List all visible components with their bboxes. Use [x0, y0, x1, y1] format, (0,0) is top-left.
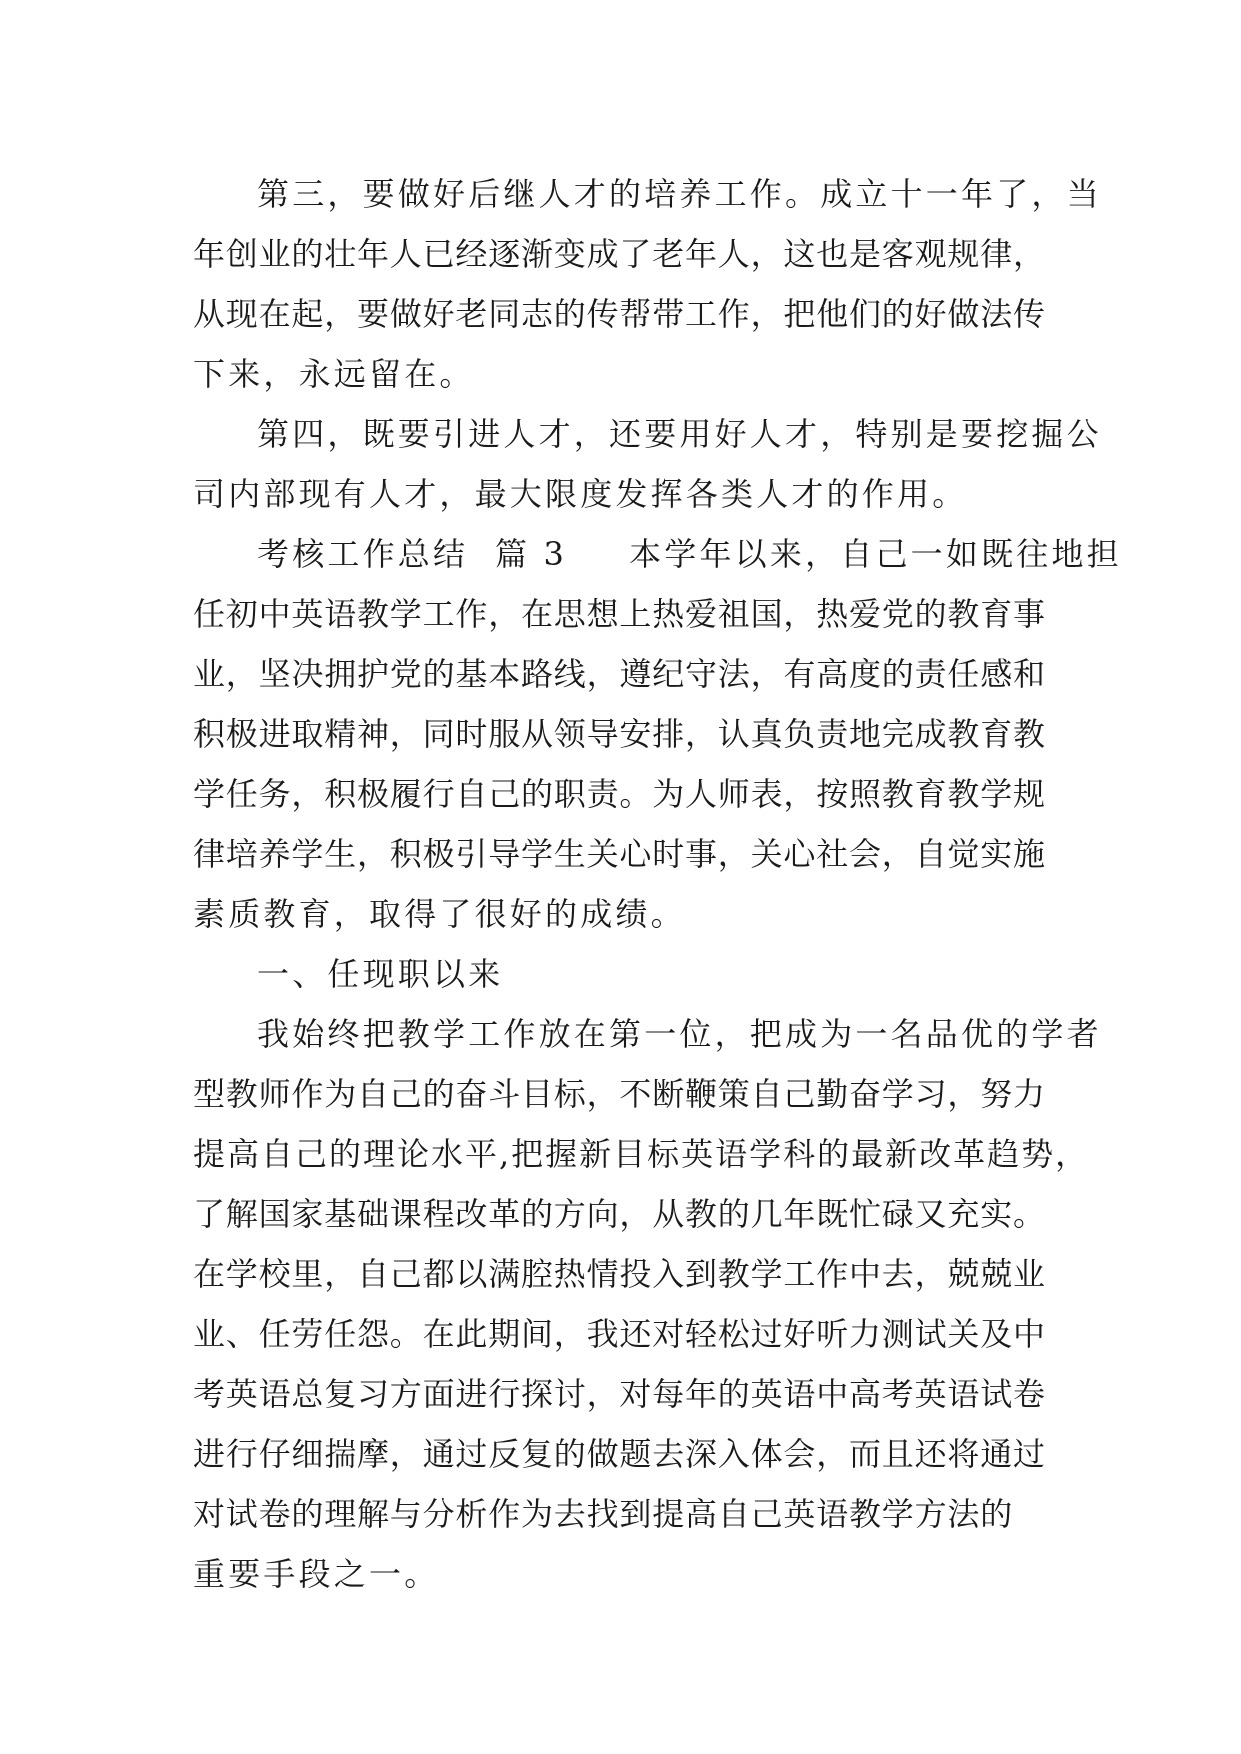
paragraph-talent-use — [193, 404, 1102, 524]
text-line: 业，坚决拥护党的基本路线，遵纪守法，有高度的责任感和 — [193, 655, 1046, 693]
summary-heading-line — [193, 524, 1122, 584]
text-line: 我始终把教学工作放在第一位，把成为一名品优的学者 — [257, 1015, 1102, 1053]
text-line: 进行仔细揣摩，通过反复的做题去深入体会，而且还将通过 — [193, 1435, 1046, 1473]
section-title: 一、任现职以来 — [257, 955, 504, 993]
summary-lead-text: 本学年以来，自己一如既往地担 — [629, 535, 1122, 573]
paragraph-talent-training — [193, 164, 1102, 404]
text-line: 积极进取精神，同时服从领导安排，认真负责地完成教育教 — [193, 715, 1046, 753]
document-page — [193, 164, 1122, 1604]
text-line: 对试卷的理解与分析作为去找到提高自己英语教学方法的 — [193, 1495, 1014, 1533]
text-line: 在学校里，自己都以满腔热情投入到教学工作中去，兢兢业 — [193, 1255, 1046, 1293]
section-heading — [193, 944, 1073, 1004]
text-line: 重要手段之一。 — [193, 1555, 440, 1593]
paragraph-teaching-work — [193, 1004, 1102, 1604]
text-line: 第三，要做好后继人才的培养工作。成立十一年了，当 — [257, 175, 1102, 213]
text-line: 年创业的壮年人已经逐渐变成了老年人，这也是客观规律， — [193, 235, 1046, 273]
text-line: 从现在起，要做好老同志的传帮带工作，把他们的好做法传 — [193, 295, 1046, 333]
text-line: 第四，既要引进人才，还要用好人才，特别是要挖掘公 — [257, 415, 1102, 453]
text-line: 业、任劳任怨。在此期间，我还对轻松过好听力测试关及中 — [193, 1315, 1046, 1353]
text-line: 司内部现有人才，最大限度发挥各类人才的作用。 — [193, 475, 968, 513]
text-line: 型教师作为自己的奋斗目标，不断鞭策自己勤奋学习，努力 — [193, 1075, 1046, 1113]
summary-heading: 考核工作总结 篇 3 — [257, 535, 568, 573]
text-line: 下来，永远留在。 — [193, 355, 475, 393]
text-line: 律培养学生，积极引导学生关心时事，关心社会，自觉实施 — [193, 835, 1046, 873]
text-line: 考英语总复习方面进行探讨，对每年的英语中高考英语试卷 — [193, 1375, 1046, 1413]
text-line: 了解国家基础课程改革的方向，从教的几年既忙碌又充实。 — [193, 1195, 1046, 1233]
text-line: 任初中英语教学工作，在思想上热爱祖国，热爱党的教育事 — [193, 595, 1046, 633]
paragraph-summary-3 — [193, 524, 1122, 944]
text-line: 素质教育，取得了很好的成绩。 — [193, 895, 686, 933]
text-line: 提高自己的理论水平,把握新目标英语学科的最新改革趋势， — [193, 1135, 1090, 1173]
text-line: 学任务，积极履行自己的职责。为人师表，按照教育教学规 — [193, 775, 1046, 813]
